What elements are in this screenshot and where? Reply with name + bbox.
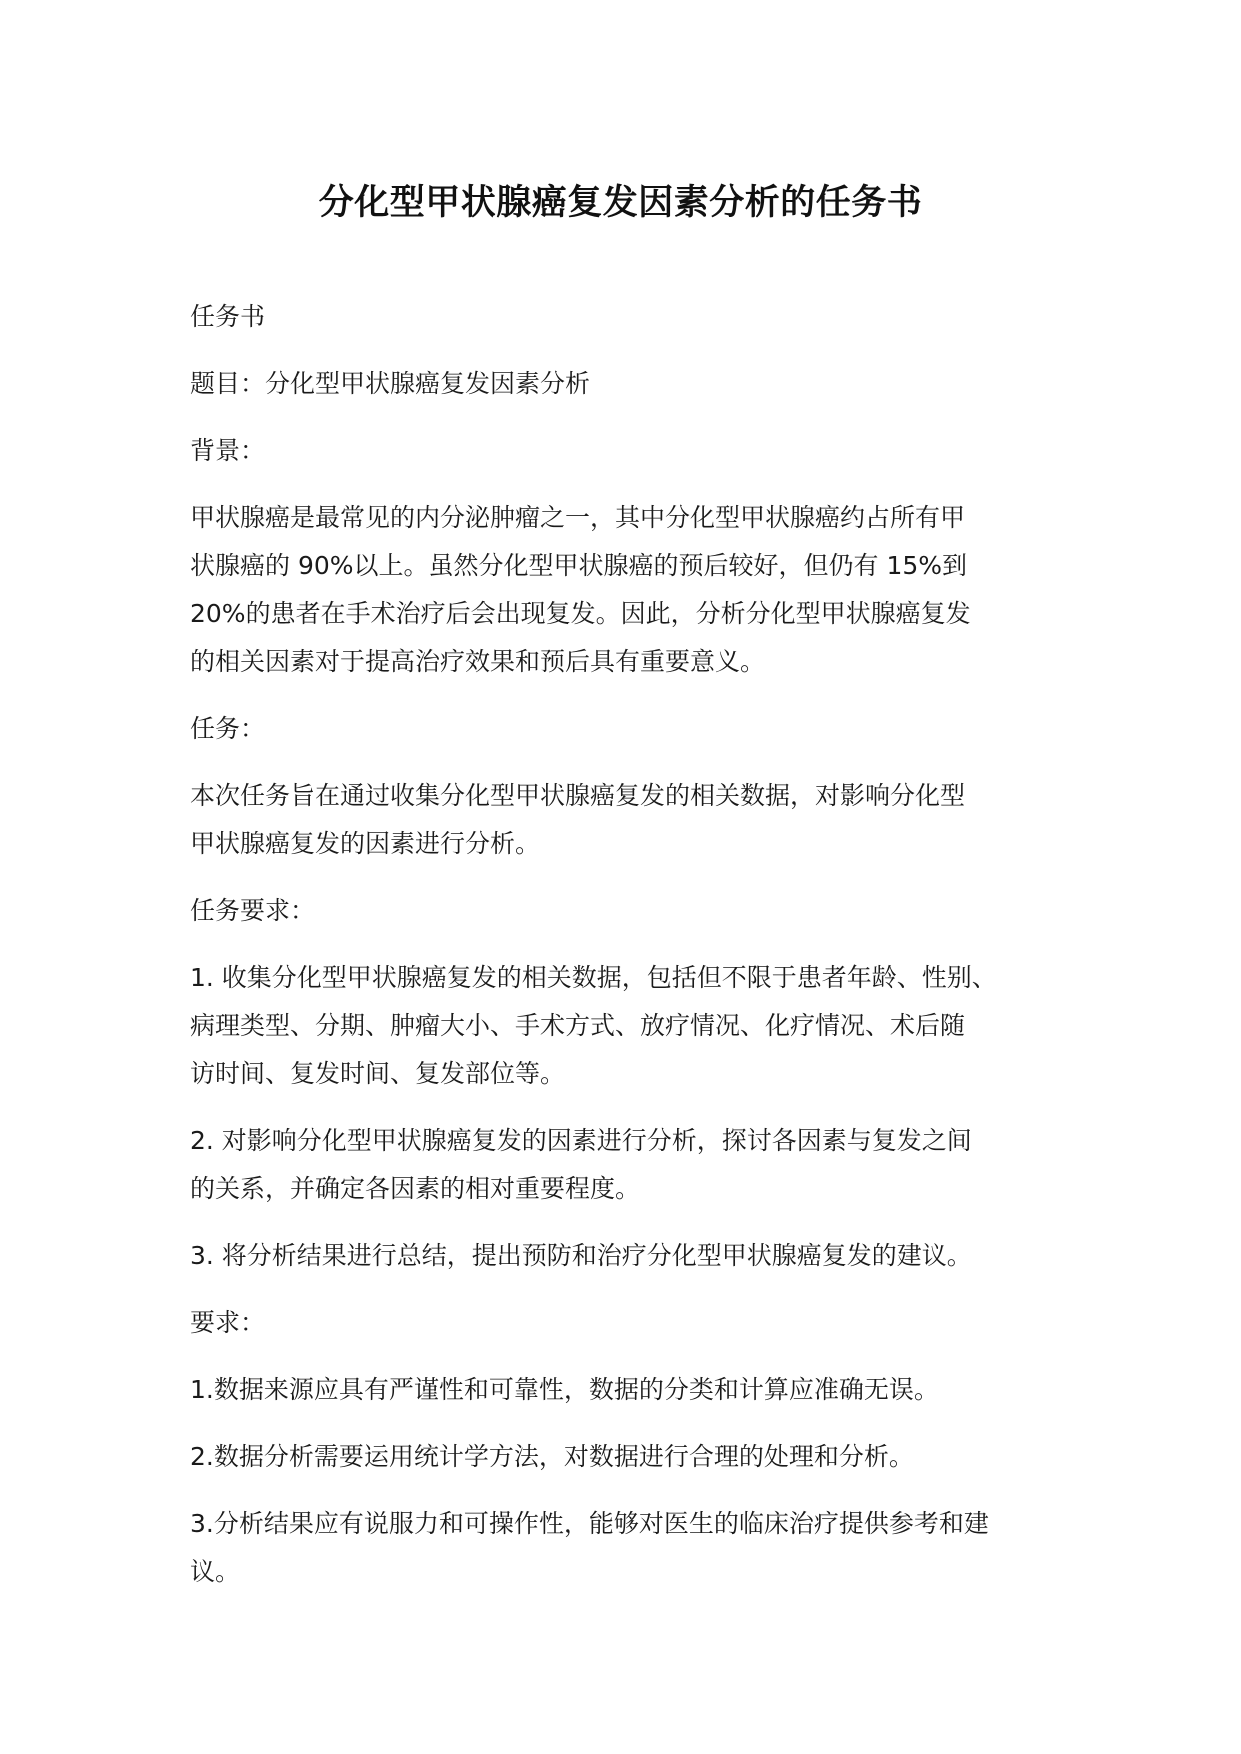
text-line: 任务： [190, 714, 266, 743]
text-line: 背景： [190, 436, 266, 465]
list-item-requirement-3 [190, 1500, 1090, 1596]
text-line: 任务要求： [190, 896, 316, 925]
paragraph-task-requirements-heading [190, 887, 1090, 935]
text-line: 2.数据分析需要运用统计学方法，对数据进行合理的处理和分析。 [190, 1442, 914, 1471]
text-line: 病理类型、分期、肿瘤大小、手术方式、放疗情况、化疗情况、术后随 [190, 1011, 966, 1040]
text-line: 本次任务旨在通过收集分化型甲状腺癌复发的相关数据，对影响分化型 [190, 781, 966, 810]
text-line: 3. 将分析结果进行总结，提出预防和治疗分化型甲状腺癌复发的建议。 [190, 1241, 972, 1270]
document-body [190, 293, 1090, 1615]
paragraph-background-body [190, 494, 1090, 686]
text-line: 访时间、复发时间、复发部位等。 [190, 1059, 566, 1088]
text-line: 3.分析结果应有说服力和可操作性，能够对医生的临床治疗提供参考和建 [190, 1509, 989, 1538]
text-line: 题目：分化型甲状腺癌复发因素分析 [190, 369, 591, 398]
text-line: 20%的患者在手术治疗后会出现复发。因此，分析分化型甲状腺癌复发 [190, 599, 971, 628]
text-line: 要求： [190, 1308, 266, 1337]
paragraph-task-body [190, 772, 1090, 868]
text-line: 的相关因素对于提高治疗效果和预后具有重要意义。 [190, 647, 766, 676]
list-item-requirement-2 [190, 1433, 1090, 1481]
paragraph-requirements-heading [190, 1299, 1090, 1347]
text-line: 1.数据来源应具有严谨性和可靠性，数据的分类和计算应准确无误。 [190, 1375, 939, 1404]
paragraph-task-heading [190, 293, 1090, 341]
text-line: 议。 [190, 1557, 241, 1586]
text-line: 任务书 [190, 302, 266, 331]
list-item-requirement-1 [190, 1366, 1090, 1414]
text-line: 甲状腺癌复发的因素进行分析。 [190, 829, 541, 858]
list-item-task-requirement-1 [190, 954, 1090, 1098]
list-item-task-requirement-2 [190, 1117, 1090, 1213]
text-line: 状腺癌的 90%以上。虽然分化型甲状腺癌的预后较好，但仍有 15%到 [190, 551, 968, 580]
paragraph-task-label [190, 705, 1090, 753]
document-title: 分化型甲状腺癌复发因素分析的任务书 [318, 183, 923, 223]
paragraph-background-heading [190, 427, 1090, 475]
text-line: 甲状腺癌是最常见的内分泌肿瘤之一，其中分化型甲状腺癌约占所有甲 [190, 503, 966, 532]
list-item-task-requirement-3 [190, 1232, 1090, 1280]
text-line: 的关系，并确定各因素的相对重要程度。 [190, 1174, 641, 1203]
paragraph-topic [190, 360, 1090, 408]
text-line: 2. 对影响分化型甲状腺癌复发的因素进行分析，探讨各因素与复发之间 [190, 1126, 972, 1155]
text-line: 1. 收集分化型甲状腺癌复发的相关数据，包括但不限于患者年龄、性别、 [190, 963, 997, 992]
